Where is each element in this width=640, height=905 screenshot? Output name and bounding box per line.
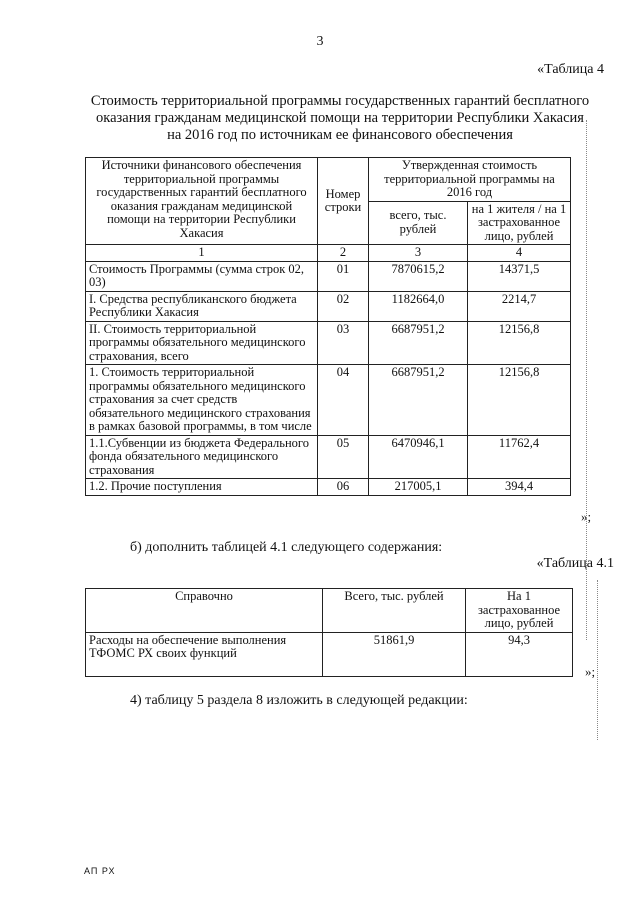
- row-name: II. Стоимость территориальной программы обязательного медицинского страхования, всего: [86, 321, 318, 365]
- footer-code: АП РХ: [84, 866, 116, 876]
- row-total: 6687951,2: [369, 365, 468, 436]
- row-num: 04: [318, 365, 369, 436]
- table4: [85, 157, 571, 496]
- row-per: 2214,7: [468, 291, 571, 321]
- header-sources: Источники финансового обеспечения территориальной программы государственных гарантий бесплатного оказания гражданам медицинской помощи на территории Республики Хакасия: [86, 158, 318, 245]
- table-row: [86, 261, 571, 291]
- row-total: 6470946,1: [369, 435, 468, 479]
- row-num: 06: [318, 479, 369, 496]
- table-row: [86, 435, 571, 479]
- row-total: 217005,1: [369, 479, 468, 496]
- table41-label: «Таблица 4.1: [536, 556, 614, 571]
- row-total: 1182664,0: [369, 291, 468, 321]
- row-name: Расходы на обеспечение выполнения ТФОМС РХ своих функций: [86, 632, 323, 676]
- header-reference: Справочно: [86, 589, 323, 633]
- table4-column-numbers: [86, 245, 571, 262]
- col-number: 1: [86, 245, 318, 262]
- row-per: 394,4: [468, 479, 571, 496]
- header-per-person: на 1 жителя / на 1 застрахованное лицо, рублей: [468, 201, 571, 245]
- row-name: Стоимость Программы (сумма строк 02, 03): [86, 261, 318, 291]
- scan-artifact-line: [586, 120, 587, 640]
- table-row: [86, 365, 571, 436]
- row-per: 11762,4: [468, 435, 571, 479]
- col-number: 4: [468, 245, 571, 262]
- row-name: 1.1.Субвенции из бюджета Федерального фонда обязательного медицинского страхования: [86, 435, 318, 479]
- table-row: [86, 479, 571, 496]
- row-num: 02: [318, 291, 369, 321]
- table4-label: «Таблица 4: [537, 62, 604, 77]
- row-num: 03: [318, 321, 369, 365]
- table4-header-row: [86, 158, 571, 202]
- row-per: 12156,8: [468, 321, 571, 365]
- scan-artifact-line: [597, 580, 598, 740]
- table-row: [86, 632, 573, 676]
- document-title: Стоимость территориальной программы государственных гарантий бесплатного оказания гражданам медицинской помощи на территории Республики Хакасия на 2016 год по источникам ее финансового обеспечения: [90, 93, 590, 143]
- header-per-insured: На 1 застрахованное лицо, рублей: [466, 589, 573, 633]
- row-name: I. Средства республиканского бюджета Республики Хакасия: [86, 291, 318, 321]
- header-total: всего, тыс. рублей: [369, 201, 468, 245]
- table41: [85, 588, 573, 677]
- page-number: 3: [316, 34, 324, 49]
- table-row: [86, 321, 571, 365]
- row-name: 1.2. Прочие поступления: [86, 479, 318, 496]
- row-num: 01: [318, 261, 369, 291]
- row-name: 1. Стоимость территориальной программы обязательного медицинского страхования за счет средств обязательного медицинского страхования в рамках базовой программы, в том числе: [86, 365, 318, 436]
- row-num: 05: [318, 435, 369, 479]
- paragraph-4: 4) таблицу 5 раздела 8 изложить в следующей редакции:: [130, 693, 468, 708]
- col-number: 2: [318, 245, 369, 262]
- table4-closing-quote: »;: [581, 509, 592, 524]
- row-per: 14371,5: [468, 261, 571, 291]
- row-total: 51861,9: [323, 632, 466, 676]
- header-row-number: Номер строки: [318, 158, 369, 245]
- header-approved-cost: Утвержденная стоимость территориальной программы на 2016 год: [369, 158, 571, 202]
- paragraph-b: б) дополнить таблицей 4.1 следующего содержания:: [130, 540, 443, 555]
- header-total: Всего, тыс. рублей: [323, 589, 466, 633]
- row-per: 94,3: [466, 632, 573, 676]
- row-total: 7870615,2: [369, 261, 468, 291]
- table41-closing-quote: »;: [585, 664, 596, 679]
- table-row: [86, 291, 571, 321]
- row-per: 12156,8: [468, 365, 571, 436]
- row-total: 6687951,2: [369, 321, 468, 365]
- table41-header-row: [86, 589, 573, 633]
- col-number: 3: [369, 245, 468, 262]
